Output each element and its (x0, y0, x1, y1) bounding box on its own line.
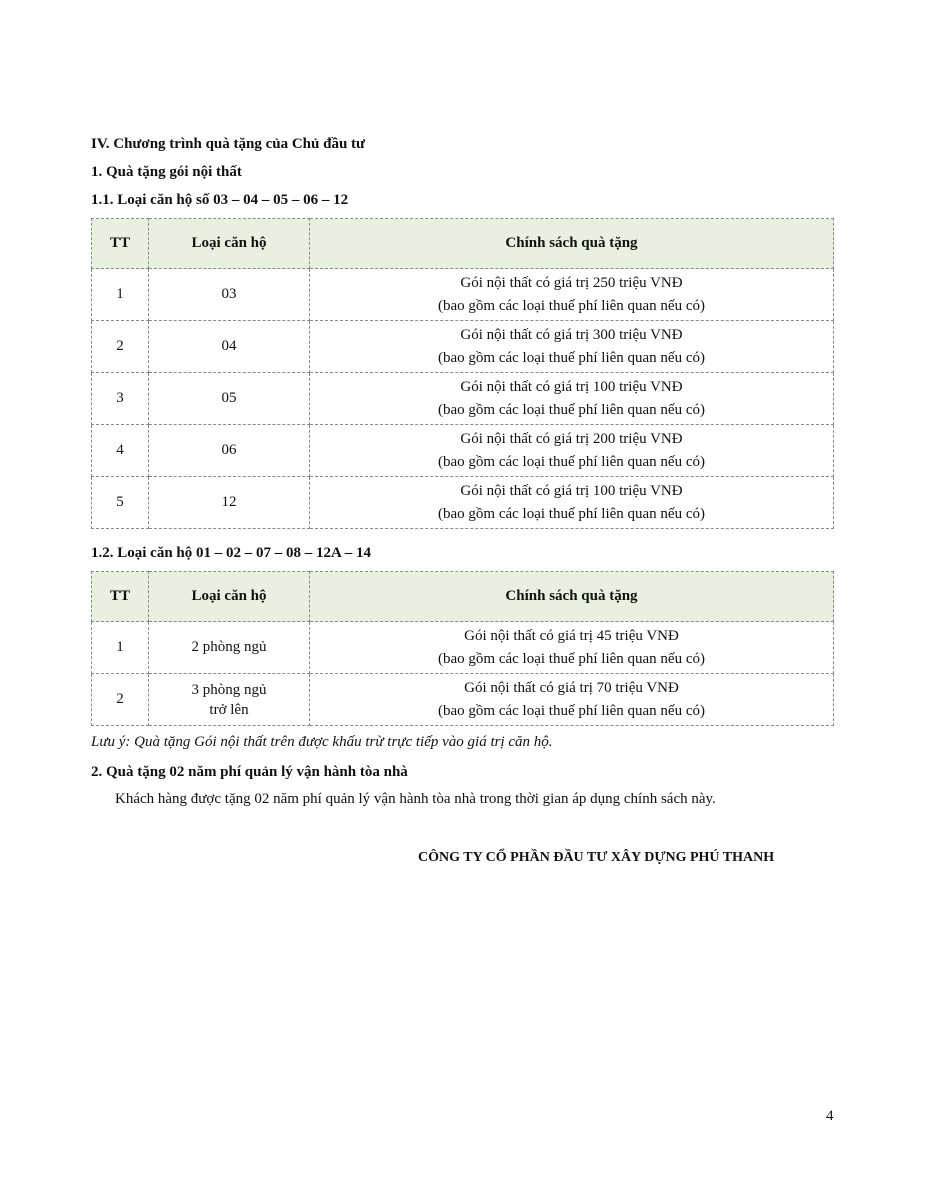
cell-tt: 1 (92, 622, 149, 674)
company-name: CÔNG TY CỔ PHẦN ĐẦU TƯ XÂY DỰNG PHÚ THANH (418, 850, 775, 865)
policy-note: (bao gồm các loại thuế phí liên quan nếu có) (438, 453, 705, 470)
cell-gift-policy (310, 321, 834, 373)
table-row (92, 321, 834, 373)
policy-line: Gói nội thất có giá trị 300 triệu VNĐ (460, 326, 683, 343)
subsection-2-title: 2. Quà tặng 02 năm phí quản lý vận hành tòa nhà (91, 764, 408, 780)
cell-gift-policy (310, 269, 834, 321)
policy-line: Gói nội thất có giá trị 100 triệu VNĐ (460, 378, 683, 395)
header-gift-policy: Chính sách quà tặng (310, 219, 834, 269)
policy-note: (bao gồm các loại thuế phí liên quan nếu có) (438, 401, 705, 418)
policy-note: (bao gồm các loại thuế phí liên quan nếu có) (438, 505, 705, 522)
header-apartment-type: Loại căn hộ (149, 572, 310, 622)
cell-gift-policy (310, 373, 834, 425)
cell-apartment-type: 06 (149, 425, 310, 477)
cell-apartment-type: 03 (149, 269, 310, 321)
table-row (92, 674, 834, 726)
table-row (92, 425, 834, 477)
cell-gift-policy (310, 425, 834, 477)
page-number: 4 (826, 1108, 834, 1124)
policy-note: (bao gồm các loại thuế phí liên quan nếu có) (438, 297, 705, 314)
header-tt: TT (92, 219, 149, 269)
table-row (92, 269, 834, 321)
cell-tt: 5 (92, 477, 149, 529)
policy-line: Gói nội thất có giá trị 200 triệu VNĐ (460, 430, 683, 447)
header-tt: TT (92, 572, 149, 622)
cell-apartment-type: 12 (149, 477, 310, 529)
header-gift-policy: Chính sách quà tặng (310, 572, 834, 622)
note-text: Lưu ý: Quà tặng Gói nội thất trên được khấu trừ trực tiếp vào giá trị căn hộ. (91, 734, 553, 750)
table-header-row (92, 219, 834, 269)
policy-line: Gói nội thất có giá trị 45 triệu VNĐ (464, 627, 679, 644)
policy-note: (bao gồm các loại thuế phí liên quan nếu có) (438, 349, 705, 366)
subsection-2-text: Khách hàng được tặng 02 năm phí quản lý vận hành tòa nhà trong thời gian áp dụng chính sách này. (115, 791, 716, 807)
table-row (92, 622, 834, 674)
section-title: IV. Chương trình quà tặng của Chủ đầu tư (91, 136, 366, 152)
cell-gift-policy (310, 477, 834, 529)
cell-apartment-type: 05 (149, 373, 310, 425)
policy-line: Gói nội thất có giá trị 100 triệu VNĐ (460, 482, 683, 499)
cell-gift-policy (310, 674, 834, 726)
cell-tt: 4 (92, 425, 149, 477)
cell-gift-policy (310, 622, 834, 674)
cell-apartment-type (149, 674, 310, 726)
gift-table-2 (91, 571, 834, 726)
cell-tt: 2 (92, 321, 149, 373)
header-apartment-type: Loại căn hộ (149, 219, 310, 269)
table-header-row (92, 572, 834, 622)
subsection-1-title: 1. Quà tặng gói nội thất (91, 164, 242, 180)
cell-tt: 2 (92, 674, 149, 726)
apartment-type-line: 3 phòng ngủ (191, 681, 267, 698)
policy-line: Gói nội thất có giá trị 70 triệu VNĐ (464, 679, 679, 696)
gift-table-1 (91, 218, 834, 529)
table-row (92, 477, 834, 529)
policy-note: (bao gồm các loại thuế phí liên quan nếu có) (438, 650, 705, 667)
table1-title: 1.1. Loại căn hộ số 03 – 04 – 05 – 06 – 12 (91, 192, 349, 208)
table2-title: 1.2. Loại căn hộ 01 – 02 – 07 – 08 – 12A – 14 (91, 545, 372, 561)
table-row (92, 373, 834, 425)
cell-tt: 1 (92, 269, 149, 321)
policy-note: (bao gồm các loại thuế phí liên quan nếu có) (438, 702, 705, 719)
apartment-type-line-2: trở lên (209, 701, 249, 718)
apartment-type-line: 2 phòng ngủ (191, 639, 267, 655)
cell-apartment-type: 04 (149, 321, 310, 373)
cell-tt: 3 (92, 373, 149, 425)
cell-apartment-type (149, 622, 310, 674)
policy-line: Gói nội thất có giá trị 250 triệu VNĐ (460, 274, 683, 291)
